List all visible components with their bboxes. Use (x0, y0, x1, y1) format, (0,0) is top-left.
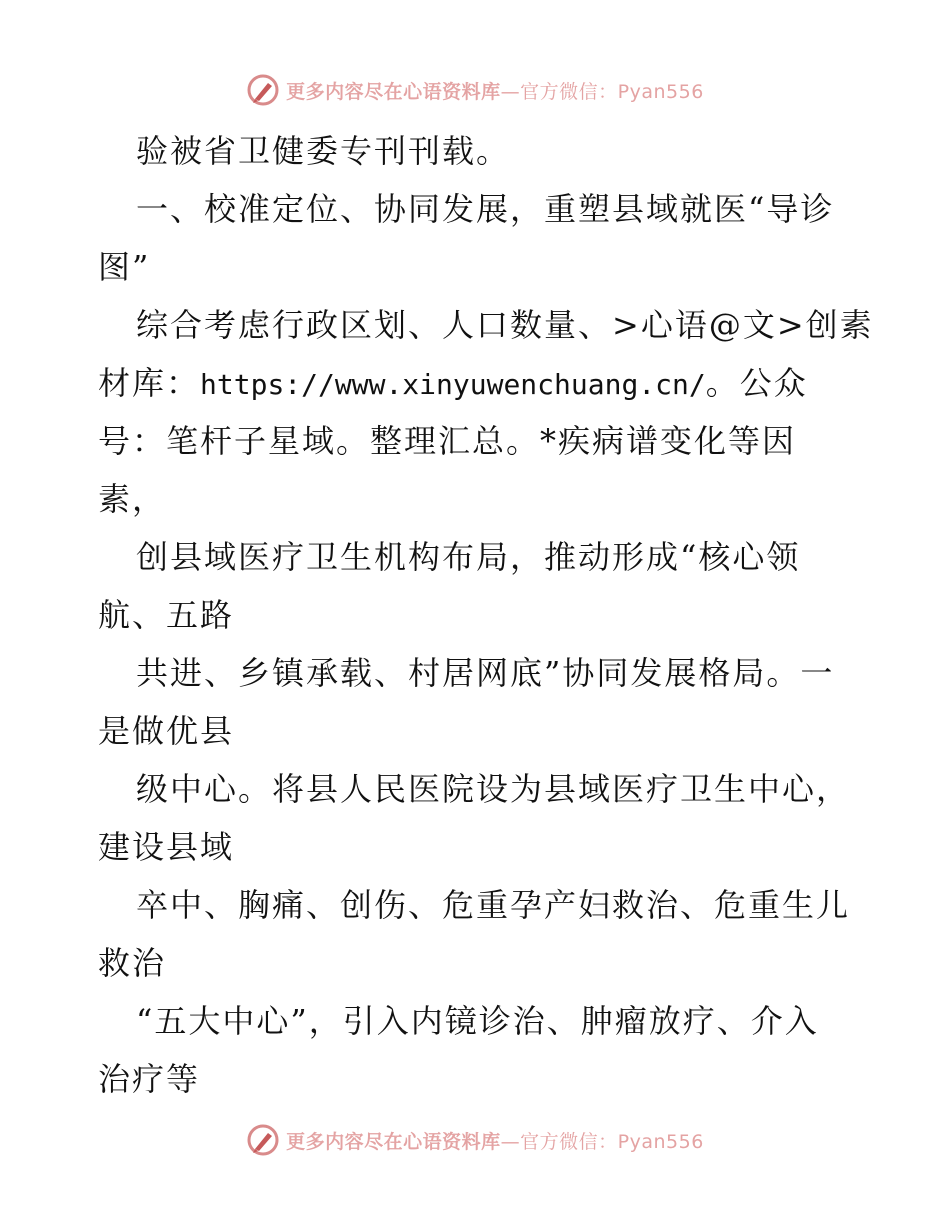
text-line: 卒中、胸痛、创伤、危重孕产妇救治、危重生儿 (136, 886, 851, 924)
text-line: 建设县域 (98, 828, 235, 866)
text-line: 治疗等 (98, 1060, 201, 1098)
text-line: 是做优县 (98, 712, 235, 750)
document-body (98, 122, 874, 1108)
watermark-text: 更多内容尽在心语资料库—官方微信：Pyan556 (286, 80, 704, 103)
text-line: 一、校准定位、协同发展，重塑县域就医“导诊 (136, 190, 835, 228)
text-line: 材库：https://www.xinyuwenchuang.cn/。公众 (98, 364, 808, 402)
text-line: 救治 (98, 944, 167, 982)
text-line: 验被省卫健委专刊刊载。 (136, 132, 511, 170)
text-line: 创县域医疗卫生机构布局，推动形成“核心领 (136, 538, 801, 576)
text-line: “五大中心”，引入内镜诊治、肿瘤放疗、介入 (136, 1002, 819, 1040)
text-line: 航、五路 (98, 596, 235, 634)
footer-watermark (0, 1120, 950, 1160)
text-line: 号：笔杆子星域。整理汇总。*疾病谱变化等因 (98, 422, 797, 460)
text-line: 综合考虑行政区划、人口数量、>心语@文>创素 (136, 306, 874, 344)
pen-logo-icon (246, 1123, 280, 1157)
url-text: https://www.xinyuwenchuang.cn/ (200, 368, 706, 401)
header-watermark (0, 70, 950, 110)
pen-logo-icon (246, 73, 280, 107)
text-line: 共进、乡镇承载、村居网底”协同发展格局。一 (136, 654, 835, 692)
text-line: 素， (98, 480, 167, 518)
text-line: 级中心。将县人民医院设为县域医疗卫生中心， (136, 770, 851, 808)
text-line: 图” (98, 248, 151, 286)
watermark-text: 更多内容尽在心语资料库—官方微信：Pyan556 (286, 1130, 704, 1153)
